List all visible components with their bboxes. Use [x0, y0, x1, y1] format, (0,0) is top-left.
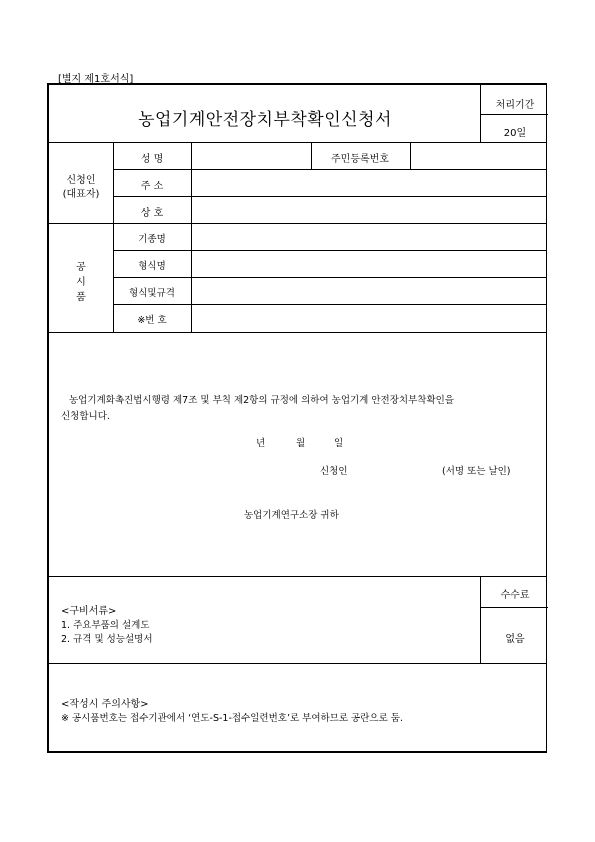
name-label: 성 명: [140, 154, 164, 165]
model-type-label: 형식명: [138, 261, 166, 272]
model-name-label: 기종명: [138, 234, 166, 245]
address-field[interactable]: [192, 170, 546, 195]
sample-group-label-3: 품: [76, 292, 86, 303]
processing-period-label: 처리기간: [495, 100, 535, 111]
business-name-label: 상 호: [140, 208, 164, 219]
divider: [480, 607, 548, 608]
divider: [49, 332, 547, 333]
sample-number-label: ※번 호: [137, 315, 167, 326]
required-documents-header: <구비서류>: [61, 606, 117, 617]
model-name-field[interactable]: [192, 224, 546, 249]
applicant-group-sublabel: (대표자): [62, 189, 100, 200]
notes-item: ※ 공시품번호는 접수기관에서 ‘연도-S-1-접수일련번호’로 부여하므로 공란으로 둠.: [61, 713, 403, 724]
model-type-field[interactable]: [192, 251, 546, 276]
statement-line-2: 신청합니다.: [61, 411, 110, 422]
name-field[interactable]: [192, 143, 310, 168]
fee-value: 없음: [505, 634, 525, 645]
divider: [311, 142, 312, 169]
notes-header: <작성시 주의사항>: [61, 699, 149, 710]
processing-period-value: 20일: [503, 128, 527, 139]
business-name-field[interactable]: [192, 197, 546, 222]
sample-number-field[interactable]: [192, 305, 546, 331]
spec-label: 형식및규격: [129, 288, 175, 299]
sample-group-label-1: 공: [76, 262, 86, 273]
date-day: 일: [334, 438, 344, 449]
date-year: 년: [256, 438, 266, 449]
divider: [480, 114, 548, 115]
divider: [49, 576, 547, 577]
applicant-signature-field[interactable]: [359, 459, 439, 477]
divider: [480, 576, 481, 663]
addressee: 농업기계연구소장 귀하: [244, 510, 339, 521]
resident-number-label: 주민등록번호: [331, 154, 389, 165]
form-number-label: [별지 제1호서식]: [58, 74, 134, 85]
statement-line-1: 농업기계화촉진법시행령 제7조 및 부칙 제2항의 규정에 의하여 농업기계 안전장치부착확인을: [69, 395, 454, 406]
form-title: 농업기계안전장치부착확인신청서: [138, 110, 392, 130]
required-document-item-2: 2. 규격 및 성능설명서: [61, 634, 153, 645]
address-label: 주 소: [140, 181, 164, 192]
required-document-item-1: 1. 주요부품의 설계도: [61, 620, 150, 631]
resident-number-field[interactable]: [411, 143, 546, 168]
sample-group-label-2: 시: [76, 277, 86, 288]
applicant-group-label: 신청인: [66, 175, 96, 186]
date-month: 월: [296, 438, 306, 449]
signature-note: (서명 또는 날인): [442, 466, 511, 477]
spec-field[interactable]: [192, 278, 546, 303]
applicant-sign-label: 신청인: [320, 466, 348, 477]
application-form-frame: [47, 83, 547, 753]
divider: [49, 663, 547, 664]
fee-label: 수수료: [500, 590, 530, 601]
